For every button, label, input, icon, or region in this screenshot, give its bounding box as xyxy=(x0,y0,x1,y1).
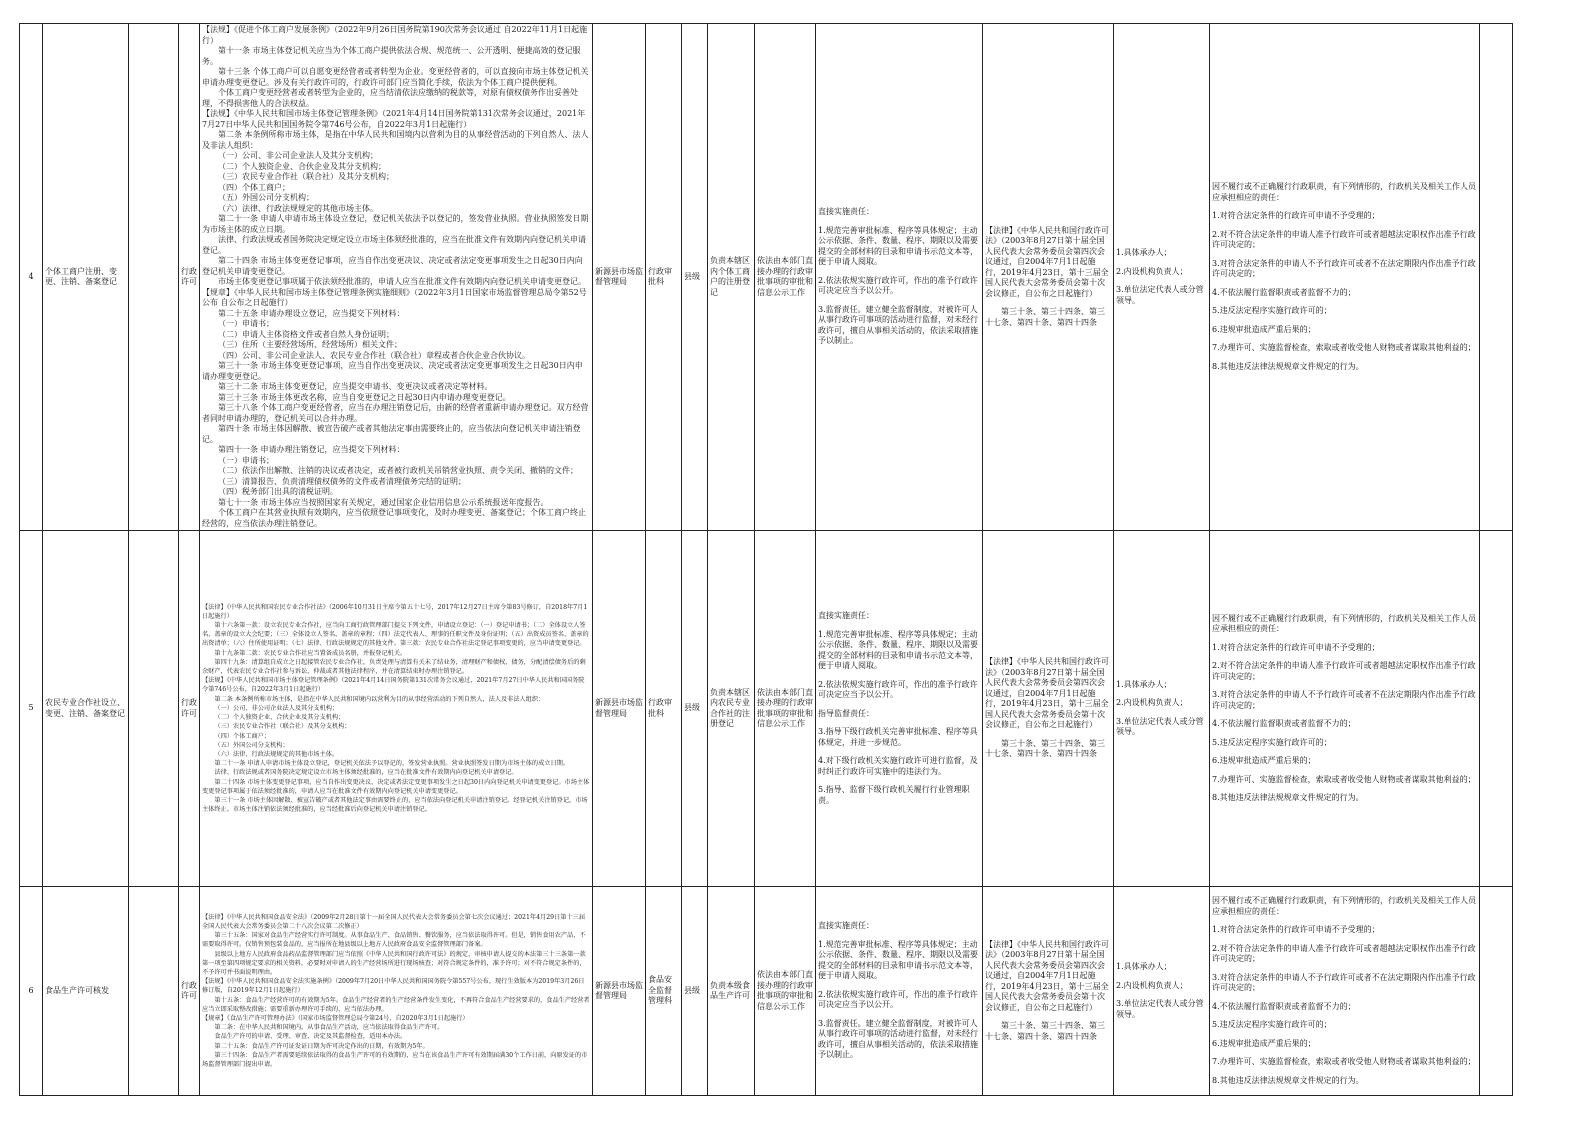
accountability-line: 因不履行或不正确履行行政职责，有下列情形的，行政机关及相关工作人员应承担相应的责任： xyxy=(1212,896,1476,916)
legal-basis-line: 【规章】《中华人民共和国市场主体登记管理条例实施细则》（2022年3月1日国家市场监督管理总局令第52号公布 自公布之日起施行） xyxy=(202,287,587,307)
note-cell xyxy=(1480,887,1513,1096)
item-name-cell: 个体工商户注册、变更、注销、备案登记 xyxy=(43,24,129,531)
row-number-cell: 6 xyxy=(20,887,43,1096)
legal-basis-line: （六）法律、行政法规规定的其他市场主体。 xyxy=(218,203,378,213)
sub-item-cell xyxy=(129,531,179,887)
responsibilities-line: 3.监督责任。建立健全监督制度，对被许可人从事行政许可事项的活动进行监督，对未经行政许可，擅自从事相关活动的，依法采取措施予以制止。 xyxy=(818,304,978,346)
responsibilities-line: 2.依法依规实施行政许可，作出的准予行政许可决定应当予以公开。 xyxy=(818,679,978,699)
accountability-line: 8.其他违反法律法规规章文件规定的行为。 xyxy=(1212,793,1364,802)
legal-basis-line: （四）个体工商户； xyxy=(218,182,290,192)
item-name-cell: 食品生产许可核发 xyxy=(43,887,129,1096)
row-number-cell: 5 xyxy=(20,531,43,887)
method-cell: 依法由本部门直接办理的行政审批事项的审批和信息公示工作 xyxy=(755,24,816,531)
legal-basis-line: 第二条：在中华人民共和国境内，从事食品生产活动，应当依法取得食品生产许可。 xyxy=(214,1024,444,1032)
responsible-subject-line: 2.内设机构负责人； xyxy=(1116,980,1188,990)
responsibilities-line: 5.指导、监督下级行政机关履行行业管理职责。 xyxy=(818,785,970,805)
legal-basis-line: 法律、行政法规或者国务院决定规定设立市场主体须经批准的，应当在批准文件有效期内向登记机关申请登记。 xyxy=(214,769,518,777)
power-list-table xyxy=(19,23,1513,1096)
legal-basis-line: 第二十四条 市场主体变更登记事项，应当自作出变更决议、决定或者法定变更事项发生之日起30日内向登记机关申请变更登记。 xyxy=(202,256,583,276)
responsibilities-cell xyxy=(816,887,983,1096)
legal-basis-line: （二）依法作出解散、注销的决议或者决定，或者被行政机关吊销营业执照、责令关闭、撤销的文件； xyxy=(218,466,578,475)
duty-basis-line: 第三十条、第三十四条、第三十七条、第四十条、第四十四条 xyxy=(985,307,1105,327)
legal-basis-line: （五）外国公司分支机构； xyxy=(214,741,289,749)
accountability-line: 2.对不符合法定条件的申请人准予行政许可或者超越法定职权作出准予行政许可决定的； xyxy=(1212,943,1476,963)
legal-basis-line: （六）法律、行政法规规定的其他市场主体。 xyxy=(214,750,339,758)
responsibilities-line: 直接实施责任： xyxy=(818,611,874,620)
responsibilities-line: 1.规范完善审批标准、程序等具体规定；主动公示依据、条件、数量、程序、期限以及需要提交的全部材料的目录和申请书示范文本等，便于申请人阅取。 xyxy=(818,225,978,267)
duty-basis-cell xyxy=(983,887,1114,1096)
implementing-agency-cell: 新源县市场监督管理局 xyxy=(593,531,646,887)
legal-basis-line: 第二十五条：食品生产许可证发证日期为许可决定作出的日期，有效期为5年。 xyxy=(214,1042,429,1050)
responsible-subject-cell xyxy=(1114,531,1210,887)
legal-basis-line: 【法规】《中华人民共和国市场主体登记管理条例》（2021年4月14日国务院第131次常务会议通过，2021年7月27日中华人民共和国国务院令第746号公布，自2022年3月1日起施行） xyxy=(202,109,586,129)
legal-basis-line: （二）申请人主体资格文件或者自然人身份证明； xyxy=(218,329,394,339)
accountability-line: 因不履行或不正确履行行政职责，有下列情形的，行政机关及相关工作人员应承担相应的责任： xyxy=(1212,613,1476,633)
legal-basis-line: 食品生产许可的申请、受理、审查、决定及其监督检查，适用本办法。 xyxy=(214,1033,407,1041)
legal-basis-cell xyxy=(200,24,593,531)
department-cell: 行政审批科 xyxy=(646,531,682,887)
responsible-subject-line: 2.内设机构负责人； xyxy=(1116,266,1188,276)
legal-basis-line: 第三十一条 市场主体因解散、被宣告破产或者其他法定事由需要终止的，应当依法向登记机关申请注销登记。经登记机关注销登记，市场主体终止。市场主体注销依法须经批准的，应当经批准后向登记机关申请注销登记。 xyxy=(202,796,588,814)
sub-item-cell xyxy=(129,887,179,1096)
legal-basis-line: 第三十四条：食品生产者需要延续依法取得的食品生产许可的有效期的，应当在该食品生产许可有效期届满30个工作日前，向原发证的市场监督管理部门提出申请。 xyxy=(202,1051,588,1069)
legal-basis-line: 第十一条 市场主体登记机关应当为个体工商户提供依法合规、规范统一、公开透明、便捷高效的登记服务。 xyxy=(202,46,581,66)
duty-basis-line: 第三十条、第三十四条、第三十七条、第四十条、第四十四条 xyxy=(985,738,1105,759)
responsibilities-line: 1.规范完善审批标准、程序等具体规定；主动公示依据、条件、数量、程序、期限以及需要提交的全部材料的目录和申请书示范文本等，便于申请人阅取。 xyxy=(818,629,978,670)
accountability-line: 因不履行或不正确履行行政职责，有下列情形的，行政机关及相关工作人员应承担相应的责任： xyxy=(1212,182,1476,202)
legal-basis-line: 【法律】《中华人民共和国食品安全法》（2009年2月28日第十一届全国人民代表大会常务委员会第七次会议通过；2021年4月29日第十三届全国人民代表大会常务委员会第二十八次会议第二次修正） xyxy=(202,913,586,930)
responsibilities-cell xyxy=(816,24,983,531)
accountability-line: 4.不依法履行监督职责或者监督不力的； xyxy=(1212,1001,1356,1011)
legal-basis-line: 【规章】《食品生产许可管理办法》（国家市场监督管理总局令第24号，自2020年3月1日起施行） xyxy=(202,1015,469,1022)
accountability-line: 6.违规审批造成严重后果的； xyxy=(1212,756,1316,765)
duty-basis-cell xyxy=(983,531,1114,887)
note-cell xyxy=(1480,531,1513,887)
legal-basis-line: 第二条 本条例所称市场主体，是指在中华人民共和国境内以营利为目的从事经营活动的下列自然人、法人及非法人组织： xyxy=(214,695,545,703)
legal-basis-line: 【法规】《促进个体工商户发展条例》（2022年9月26日国务院第190次常务会议通过 自2022年11月1日起施行） xyxy=(202,25,588,45)
item-type-cell: 行政许可 xyxy=(179,24,200,531)
level-cell: 县级 xyxy=(682,887,708,1096)
method-cell: 依法由本部门直接办理的行政审批事项的审批和信息公示工作 xyxy=(755,887,816,1096)
duty-basis-line: 【法律】《中华人民共和国行政许可法》（2003年8月27日第十届全国人民代表大会常务委员会第四次会议通过，自2004年7月1日起施行，2019年4月23日，第十三届全国人民代表大会常务委员会第十次会议修正，自公布之日起施行） xyxy=(985,225,1109,298)
legal-basis-line: 第二十五条 申请办理设立登记，应当提交下列材料： xyxy=(218,308,405,318)
legal-basis-line: （三）农民专业合作社（联合社）及其分支机构； xyxy=(214,723,351,731)
legal-basis-line: （三）清算报告、负责清理债权债务的文件或者清理债务完结的证明； xyxy=(218,476,466,486)
legal-basis-cell xyxy=(200,531,593,887)
legal-basis-line: 【法规】《中华人民共和国食品安全法实施条例》（2009年7月20日中华人民共和国国务院令第557号公布，现行生效版本为2019年3月26日修订版，自2019年12月1日起施行） xyxy=(202,978,585,995)
accountability-line: 8.其他违反法律法规规章文件规定的行为。 xyxy=(1212,1075,1364,1085)
legal-basis-line: 第三十三条 市场主体更改名称，应当自变更登记之日起30日内申请办理变更登记。 xyxy=(218,392,511,402)
item-name-cell: 农民专业合作社设立、变更、注销、备案登记 xyxy=(43,531,129,887)
legal-basis-line: 第三十一条 市场主体变更登记事项，应当自作出变更决议、决定或者法定变更事项发生之日起30日内申请办理变更登记。 xyxy=(202,361,583,381)
legal-basis-line: 第四十条 市场主体因解散、被宣告破产或者其他法定事由需要终止的，应当依法向登记机关申请注销登记。 xyxy=(202,424,581,444)
implementing-agency-cell: 新源县市场监督管理局 xyxy=(593,24,646,531)
accountability-line: 3.对符合法定条件的申请人不予行政许可或者不在法定期限内作出准予行政许可决定的； xyxy=(1212,258,1476,278)
legal-basis-line: 第三十八条 个体工商户变更经营者，应当在办理注销登记后，由新的经营者重新申请办理登记。双方经营者同时申请办理的，登记机关可以合并办理。 xyxy=(202,403,589,423)
legal-basis-line: 第十五条：食品生产经营许可的有效期为5年。食品生产经营者的生产经营条件发生变化，不再符合食品生产经营要求的，食品生产经营者应当立即采取整改措施；需要重新办理许可手续的，应当依法办理。 xyxy=(202,996,590,1013)
accountability-line: 7.办理许可、实施监督检查，索取或者收受他人财物或者谋取其他利益的； xyxy=(1212,774,1476,784)
legal-basis-line: （一）公司、非公司企业法人及其分支机构； xyxy=(214,704,339,712)
legal-basis-line: 第二条 本条例所称市场主体，是指在中华人民共和国境内以营利为目的从事经营活动的下列自然人、法人及非法人组织： xyxy=(202,130,589,150)
responsibilities-line: 直接实施责任： xyxy=(818,207,874,217)
responsible-subject-line: 1.具体承办人； xyxy=(1116,962,1172,971)
legal-basis-line: （三）住所（主要经营场所、经营场所）相关文件； xyxy=(218,340,402,349)
accountability-cell xyxy=(1210,531,1480,887)
responsible-subject-line: 3.单位法定代表人或分管领导。 xyxy=(1116,716,1204,736)
responsible-subject-line: 3.单位法定代表人或分管领导。 xyxy=(1116,999,1204,1019)
item-type-cell: 行政许可 xyxy=(179,887,200,1096)
accountability-line: 6.违规审批造成严重后果的； xyxy=(1212,1038,1316,1048)
department-cell: 食品安全监督管理科 xyxy=(646,887,682,1096)
sub-item-cell xyxy=(129,24,179,531)
duty-basis-cell xyxy=(983,24,1114,531)
responsibilities-line: 直接实施责任： xyxy=(818,921,874,931)
legal-basis-line: 第二十一条 申请人申请市场主体设立登记，登记机关依法予以登记的，签发营业执照。营业执照签发日期为市场主体的成立日期。 xyxy=(214,760,570,768)
legal-basis-line: （四）个体工商户； xyxy=(214,732,271,740)
responsibilities-line: 指导监督责任： xyxy=(818,708,874,718)
responsible-subject-line: 2.内设机构负责人； xyxy=(1116,698,1188,707)
legal-basis-line: 县级以上地方人民政府食品药品监督管理部门应当依照《中华人民共和国行政许可法》的规定，审核申请人提交的本法第三十三条第一款第一项至第四项规定要求的相关资料，必要时对申请人的生产经营场所进行现场核查；对符合规定条件的，准予许可；对不符合规定条件的，不予许可并书面说明理由。 xyxy=(202,950,586,976)
responsible-subject-cell xyxy=(1114,24,1210,531)
scope-cell: 负责本辖区内农民专业合作社的注册登记 xyxy=(708,531,755,887)
table-row xyxy=(20,24,1513,531)
legal-basis-line: 第二十一条 申请人申请市场主体设立登记，登记机关依法予以登记的，签发营业执照。营业执照签发日期为市场主体的成立日期。 xyxy=(202,214,589,234)
legal-basis-line: （五）外国公司分支机构； xyxy=(218,193,314,202)
legal-basis-line: （二）个人独资企业、合伙企业及其分支机构； xyxy=(218,161,386,171)
responsibilities-line: 3.监督责任。建立健全监督制度，对被许可人从事行政许可事项的活动进行监督，对未经行政许可，擅自从事相关活动的，依法采取措施予以制止。 xyxy=(818,1018,978,1060)
legal-basis-line: 法律、行政法规或者国务院决定规定设立市场主体须经批准的，应当在批准文件有效期内向登记机关申请登记。 xyxy=(202,235,586,255)
responsible-subject-line: 1.具体承办人； xyxy=(1116,679,1172,689)
legal-basis-line: 第四十一条 申请办理注销登记，应当提交下列材料： xyxy=(218,445,405,454)
item-type-cell: 行政许可 xyxy=(179,531,200,887)
implementing-agency-cell: 新源县市场监督管理局 xyxy=(593,887,646,1096)
legal-basis-line: 第三十二条 市场主体变更登记，应当提交申请书、变更决议或者决定等材料。 xyxy=(218,382,493,391)
responsibilities-line: 2.依法依规实施行政许可，作出的准予行政许可决定应当予以公开。 xyxy=(818,275,978,296)
responsible-subject-cell xyxy=(1114,887,1210,1096)
responsibilities-line: 3.指导下级行政机关完善审批标准、程序等具体规定，并进一步规范。 xyxy=(818,727,978,747)
accountability-line: 7.办理许可、实施监督检查，索取或者收受他人财物或者谋取其他利益的； xyxy=(1212,1057,1476,1066)
legal-basis-line: （四）公司、非公司企业法人、农民专业合作社（联合社）章程或者合伙企业合伙协议。 xyxy=(218,350,530,360)
legal-basis-cell xyxy=(200,887,593,1096)
accountability-line: 1.对符合法定条件的行政许可申请不予受理的； xyxy=(1212,211,1380,220)
accountability-line: 7.办理许可、实施监督检查，索取或者收受他人财物或者谋取其他利益的； xyxy=(1212,343,1476,352)
scope-cell: 负责本辖区内个体工商户的注册登记 xyxy=(708,24,755,531)
level-cell: 县级 xyxy=(682,531,708,887)
legal-basis-line: 第十九条第二款：农民专业合作社应当置备成员名册，并报登记机关。 xyxy=(214,649,407,657)
legal-basis-line: 第十六条第一款：设立农民专业合作社，应当向工商行政管理部门提交下列文件，申请设立登记：（一）登记申请书；（二）全体设立人签名、盖章的设立大会纪要；（三）全体设立人签名、盖章的章程；（四）法定代表人、理事的任职文件及身份证明；（五）出资成员签名、盖章的出资清单；（六）住所使用证明；（七）法律、行政法规规定的其他文件。第三款：农民专业合作社法定登记事项变更的，应当申请变更登记。 xyxy=(202,622,589,648)
duty-basis-line: 【法律】《中华人民共和国行政许可法》（2003年8月27日第十届全国人民代表大会常务委员会第四次会议通过，自2004年7月1日起施行，2019年4月23日，第十三届全国人民代表大会常务委员会第十次会议修正，自公布之日起施行） xyxy=(985,939,1109,1012)
legal-basis-line: （三）农民专业合作社（联合社）及其分支机构； xyxy=(218,172,394,181)
accountability-line: 4.不依法履行监督职责或者监督不力的； xyxy=(1212,719,1356,728)
legal-basis-line: （一）申请书； xyxy=(218,319,274,328)
legal-basis-line: 第七十一条 市场主体应当按照国家有关规定，通过国家企业信用信息公示系统报送年度报告。 xyxy=(218,497,549,507)
accountability-line: 5.违反法定程序实施行政许可的； xyxy=(1212,306,1332,315)
accountability-line: 6.违规审批造成严重后果的； xyxy=(1212,324,1316,334)
duty-basis-line: 【法律】《中华人民共和国行政许可法》（2003年8月27日第十届全国人民代表大会常务委员会第四次会议通过，自2004年7月1日起施行，2019年4月23日，第十三届全国人民代表大会常务委员会第十次会议修正，自公布之日起施行） xyxy=(985,657,1109,730)
accountability-cell xyxy=(1210,887,1480,1096)
note-cell xyxy=(1480,24,1513,531)
legal-basis-line: （二）个人独资企业、合伙企业及其分支机构； xyxy=(214,714,345,722)
legal-basis-line: （一）公司、非公司企业法人及其分支机构； xyxy=(218,151,378,160)
accountability-line: 8.其他违反法律法规规章文件规定的行为。 xyxy=(1212,361,1364,371)
level-cell: 县级 xyxy=(682,24,708,531)
responsible-subject-line: 3.单位法定代表人或分管领导。 xyxy=(1116,285,1204,305)
legal-basis-line: 【法律】《中华人民共和国农民专业合作社法》（2006年10月31日主席令第五十七号，2017年12月27日主席令第83号修订，自2018年7月1日起施行） xyxy=(202,603,588,620)
accountability-line: 1.对符合法定条件的行政许可申请不予受理的； xyxy=(1212,925,1380,934)
accountability-line: 2.对不符合法定条件的申请人准予行政许可或者超越法定职权作出准予行政许可决定的； xyxy=(1212,661,1476,681)
responsibilities-line: 4.对下级行政机关实施行政许可进行监督，及时纠正行政许可实施中的违法行为。 xyxy=(818,756,978,776)
accountability-cell xyxy=(1210,24,1480,531)
legal-basis-line: （四）税务部门出具的清税证明。 xyxy=(218,487,338,496)
legal-basis-line: （一）申请书； xyxy=(218,455,274,465)
legal-basis-line: 个体工商户在其营业执照有效期内，应当依照登记事项变化，及时办理变更、备案登记；个体工商户终止经营的，应当依法办理注销登记。 xyxy=(202,508,586,528)
accountability-line: 2.对不符合法定条件的申请人准予行政许可或者超越法定职权作出准予行政许可决定的； xyxy=(1212,229,1476,249)
method-cell: 依法由本部门直接办理的行政审批事项的审批和信息公示工作 xyxy=(755,531,816,887)
responsibilities-line: 2.依法依规实施行政许可，作出的准予行政许可决定应当予以公开。 xyxy=(818,989,978,1010)
scope-cell: 负责本级食品生产许可 xyxy=(708,887,755,1096)
accountability-line: 3.对符合法定条件的申请人不予行政许可或者不在法定期限内作出准予行政许可决定的； xyxy=(1212,690,1476,710)
accountability-line: 1.对符合法定条件的行政许可申请不予受理的； xyxy=(1212,642,1380,652)
row-number-cell: 4 xyxy=(20,24,43,531)
legal-basis-line: 第二十四条 市场主体变更登记事项，应当自作出变更决议、决定或者法定变更事项发生之日起30日内向登记机关申请变更登记。市场主体变更登记事项属于依法须经批准的，申请人应当在批准文件有效期内向登记机关申请变更登记。 xyxy=(202,778,590,795)
legal-basis-line: 第四十九条：清算组自成立之日起接管农民专业合作社，负责处理与清算有关未了结业务，清理财产和债权、债务，分配清偿债务后的剩余财产，代表农民专业合作社参与诉讼、仲裁或者其他法律程序，并在清算结束时办理注销登记。 xyxy=(202,658,586,676)
legal-basis-line: 个体工商户变更经营者或者转型为企业的，应当结清依法应缴纳的税款等，对原有债权债务作出妥善处理，不得损害他人的合法权益。 xyxy=(202,88,578,108)
legal-basis-line: 【法规】《中华人民共和国市场主体登记管理条例》（2021年4月14日国务院第131次常务会议通过，2021年7月27日中华人民共和国国务院令第746号公布，自2022年3月1日起施行） xyxy=(202,677,585,694)
accountability-line: 5.违反法定程序实施行政许可的； xyxy=(1212,737,1332,747)
responsible-subject-line: 1.具体承办人； xyxy=(1116,248,1172,257)
legal-basis-line: 市场主体变更登记事项属于依法须经批准的，申请人应当在批准文件有效期内向登记机关申请变更登记。 xyxy=(218,277,586,286)
responsibilities-cell xyxy=(816,531,983,887)
department-cell: 行政审批科 xyxy=(646,24,682,531)
responsibilities-line: 1.规范完善审批标准、程序等具体规定；主动公示依据、条件、数量、程序、期限以及需要提交的全部材料的目录和申请书示范文本等，便于申请人阅取。 xyxy=(818,939,978,981)
accountability-line: 4.不依法履行监督职责或者监督不力的； xyxy=(1212,287,1356,297)
legal-basis-line: 第三十五条：国家对食品生产经营实行许可制度。从事食品生产、食品销售、餐饮服务，应当依法取得许可。但是，销售食用农产品，不需要取得许可。仅销售预包装食品的，应当报所在地县级以上地方人民政府食品安全监督管理部门备案。 xyxy=(202,932,586,949)
duty-basis-line: 第三十条、第三十四条、第三十七条、第四十条、第四十四条 xyxy=(985,1021,1105,1041)
table-row xyxy=(20,887,1513,1096)
table-row xyxy=(20,531,1513,887)
accountability-line: 5.违反法定程序实施行政许可的； xyxy=(1212,1020,1332,1029)
accountability-line: 3.对符合法定条件的申请人不予行政许可或者不在法定期限内作出准予行政许可决定的； xyxy=(1212,972,1476,992)
legal-basis-line: 第十三条 个体工商户可以自愿变更经营者或者转型为企业。变更经营者的，可以直接向市场主体登记机关申请办理变更登记。涉及有关行政许可的，行政许可部门应当简化手续，依法为个体工商户提供便利。 xyxy=(202,67,589,87)
